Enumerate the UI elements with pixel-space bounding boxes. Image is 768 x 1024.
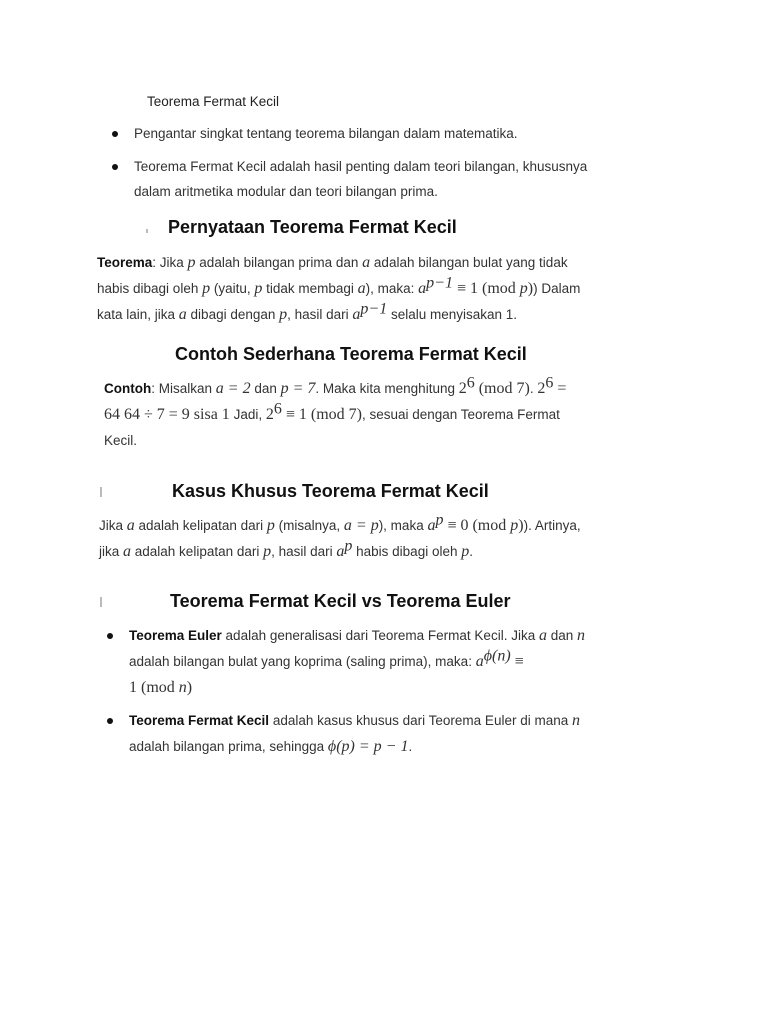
bullet-text: dalam aritmetika modular dan teori bilangan prima.	[134, 184, 438, 199]
section-heading: Contoh Sederhana Teorema Fermat Kecil	[175, 344, 527, 364]
stray-mark	[146, 229, 148, 233]
example-paragraph: Contoh: Misalkan a = 2 dan p = 7. Maka kita menghitung $2^6$ (mod 7). $2^6$ = 64 64 ÷ 7 = 9 sisa 1 Jadi, $2^6 \equiv 1$ (mod 7), sesuai dengan Teorema Fermat Kecil.	[104, 374, 567, 448]
document-title: Teorema Fermat Kecil	[147, 94, 280, 109]
section-heading: Teorema Fermat Kecil vs Teorema Euler	[170, 591, 511, 611]
stray-mark	[100, 487, 102, 497]
section-heading: Pernyataan Teorema Fermat Kecil	[168, 217, 457, 237]
euler-bullet-text: Teorema Euler adalah generalisasi dari Teorema Fermat Kecil. Jika a dan n adalah bilangan bulat yang koprima (saling prima), maka: $a^{\phi(n)}$ ≡ 1 (mod n)	[129, 627, 585, 696]
bullet-icon	[107, 633, 113, 639]
fermat-bullet-text: Teorema Fermat Kecil adalah kasus khusus dari Teorema Euler di mana n adalah bilangan prima, sehingga ϕ(p) = p − 1.	[129, 712, 580, 755]
bullet-icon	[107, 718, 113, 724]
bullet-icon	[112, 164, 118, 170]
theorem-statement: Teorema: Jika p adalah bilangan prima dan a adalah bilangan bulat yang tidak habis dibagi oleh p (yaitu, p tidak membagi a), maka: $a^{p-1} \equiv 1$ (mod p)) Dalam kata lain, jika a dibagi dengan p, hasil dari $a^{p-1}$ selalu menyisakan 1.	[97, 254, 581, 323]
bullet-text: Teorema Fermat Kecil adalah hasil penting dalam teori bilangan, khususnya	[134, 159, 588, 174]
bullet-icon	[112, 131, 118, 137]
section-heading: Kasus Khusus Teorema Fermat Kecil	[172, 481, 489, 501]
stray-mark	[100, 597, 102, 607]
bullet-text: Pengantar singkat tentang teorema bilangan dalam matematika.	[134, 126, 518, 141]
special-case-paragraph: Jika a adalah kelipatan dari p (misalnya, a = p), maka $a^p \equiv 0$ (mod p)). Artinya, jika a adalah kelipatan dari p, hasil dari $a^p$ habis dibagi oleh p.	[99, 511, 581, 560]
